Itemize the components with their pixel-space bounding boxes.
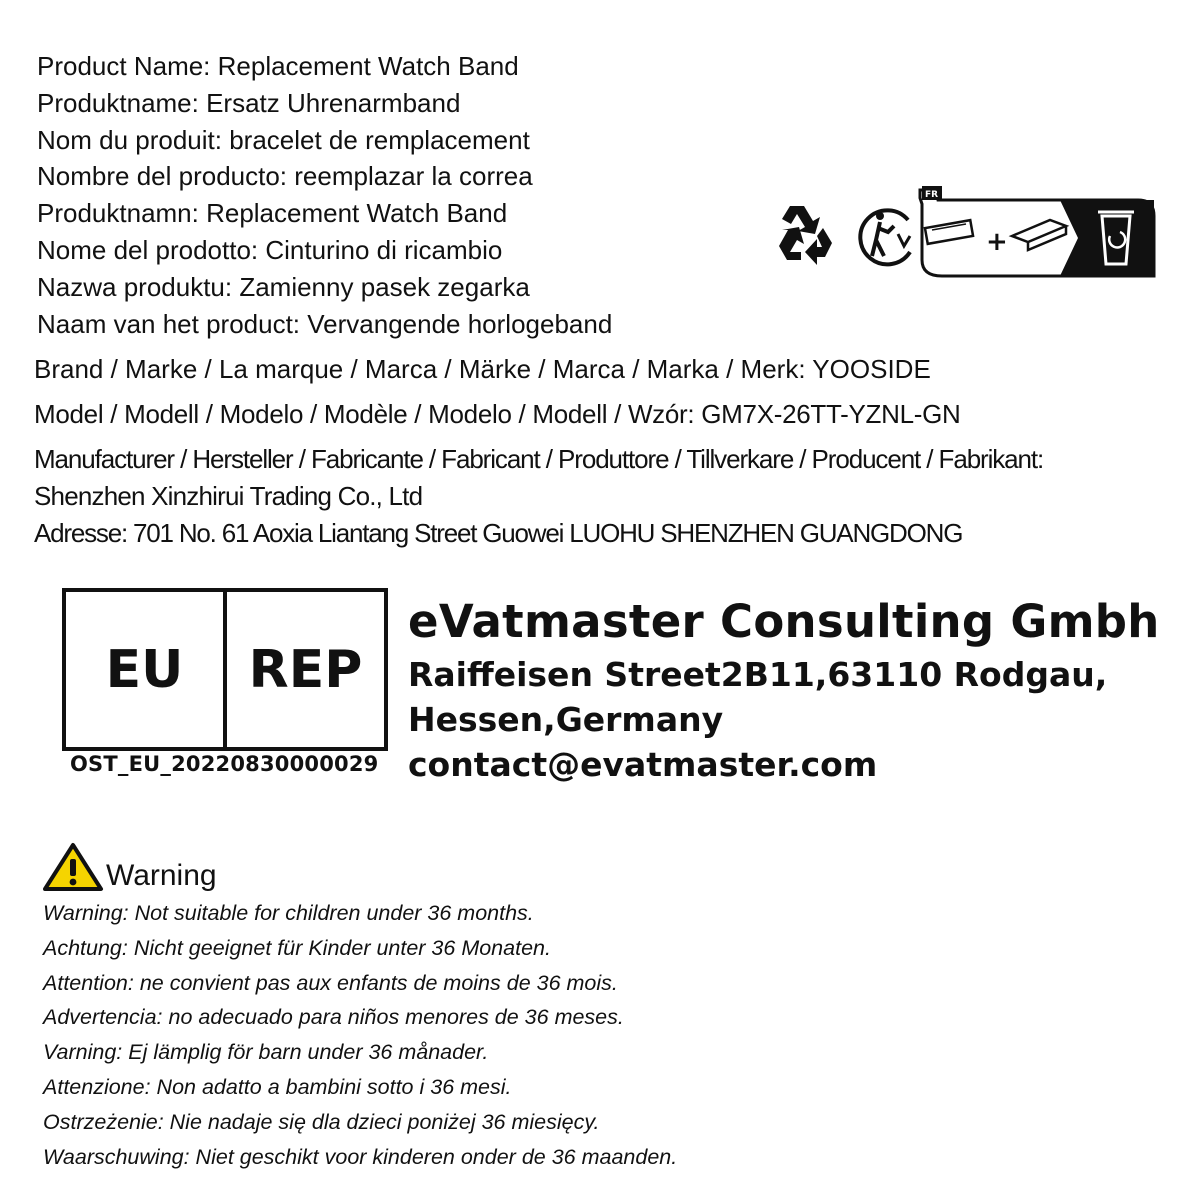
warning-title: Warning bbox=[106, 859, 217, 892]
product-name-line: Produktname: Ersatz Uhrenarmband bbox=[37, 87, 461, 118]
product-name-line: Product Name: Replacement Watch Band bbox=[37, 51, 519, 81]
warning-line: Ostrzeżenie: Nie nadaje się dla dzieci poniżej 36 miesięcy. bbox=[43, 1109, 600, 1134]
product-name-line: Nom du produit: bracelet de remplacement bbox=[37, 124, 530, 155]
model-line: Model / Modell / Modelo / Modèle / Modelo / Modell / Wzór: GM7X-26TT-YZNL-GN bbox=[34, 399, 961, 429]
company-email: contact@evatmaster.com bbox=[408, 745, 878, 784]
warning-line: Varning: Ej lämplig för barn under 36 månader. bbox=[43, 1040, 489, 1065]
warning-list bbox=[43, 896, 677, 1174]
eu-rep-box bbox=[62, 588, 388, 751]
eu-representative bbox=[408, 592, 1160, 787]
packaging-icon bbox=[920, 186, 1154, 276]
company-name: eVatmaster Consulting Gmbh bbox=[408, 595, 1160, 648]
product-name-line: Naam van het product: Vervangende horlogeband bbox=[37, 308, 613, 339]
eu-rep-code: OST_EU_20220830000029 bbox=[70, 752, 379, 776]
warning-line: Waarschuwing: Niet geschikt voor kinderen onder de 36 maanden. bbox=[43, 1144, 678, 1169]
manufacturer-name: Shenzhen Xinzhirui Trading Co., Ltd bbox=[34, 481, 423, 511]
brand-line: Brand / Marke / La marque / Marca / Märke / Marca / Marka / Merk: YOOSIDE bbox=[34, 354, 931, 384]
warning-line: Attention: ne convient pas aux enfants de moins de 36 mois. bbox=[43, 970, 618, 995]
warning-triangle-icon bbox=[42, 842, 104, 892]
product-name-list bbox=[37, 48, 612, 342]
plus-sign: + bbox=[986, 227, 1008, 257]
manufacturer-address: Adresse: 701 No. 61 Aoxia Liantang Street Guowei LUOHU SHENZHEN GUANGDONG bbox=[34, 518, 963, 548]
eu-label: EU bbox=[66, 592, 227, 747]
recycling-symbols bbox=[760, 180, 1160, 280]
company-address-line1: Raiffeisen Street2B11,63110 Rodgau, bbox=[408, 655, 1108, 694]
triman-icon bbox=[860, 210, 910, 264]
recycle-icon bbox=[779, 206, 832, 265]
product-name-line: Produktnamn: Replacement Watch Band bbox=[37, 198, 508, 229]
manufacturer-label: Manufacturer / Hersteller / Fabricante / Fabricant / Produttore / Tillverkare / Producent / Fabrikant: bbox=[34, 444, 1044, 474]
warning-line: Attenzione: Non adatto a bambini sotto i 36 mesi. bbox=[43, 1074, 512, 1099]
rep-label: REP bbox=[248, 639, 363, 700]
warning-header bbox=[42, 842, 217, 892]
company-address-line2: Hessen,Germany bbox=[408, 700, 724, 739]
warning-line: Warning: Not suitable for children under 36 months. bbox=[43, 901, 534, 925]
product-name-line: Nazwa produktu: Zamienny pasek zegarka bbox=[37, 271, 530, 302]
product-name-line: Nombre del producto: reemplazar la correa bbox=[37, 161, 533, 192]
warning-line: Achtung: Nicht geeignet für Kinder unter 36 Monaten. bbox=[43, 935, 551, 960]
warning-line: Advertencia: no adecuado para niños menores de 36 meses. bbox=[43, 1005, 624, 1030]
fr-badge: FR bbox=[925, 190, 939, 200]
product-name-line: Nome del prodotto: Cinturino di ricambio bbox=[37, 234, 503, 265]
